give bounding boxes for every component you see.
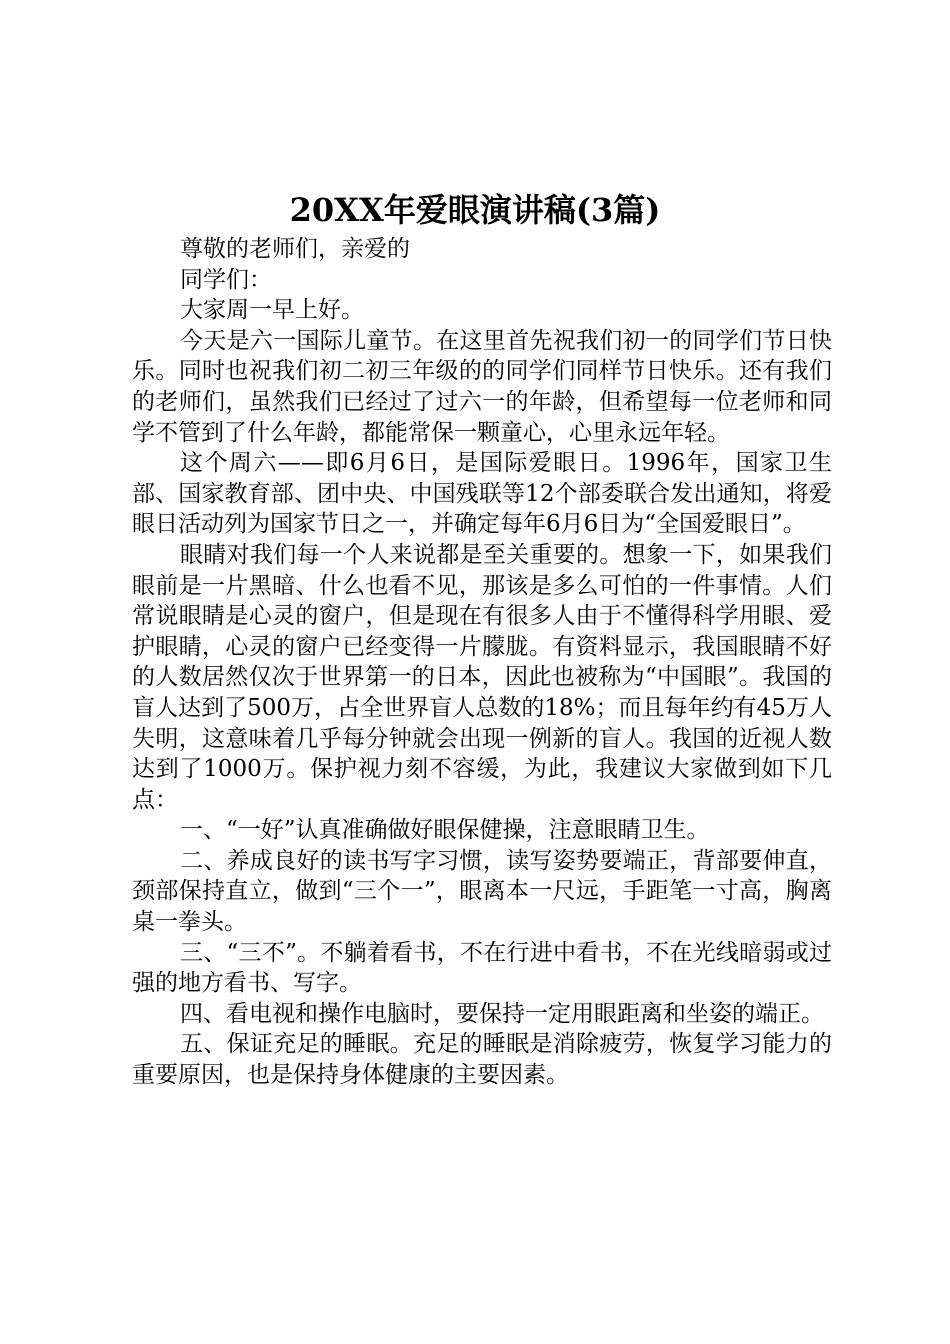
paragraph-point-1: 一、“一好”认真准确做好眼保健操，注意眼睛卫生。 [180,817,710,844]
paragraph-point-3: 三、“三不”。不躺着看书，不在行进中看书，不在光线暗弱或过强的地方看书、写字。 [132,939,832,997]
paragraph-eye-day: 这个周六——即6月6日，是国际爱眼日。1996年，国家卫生部、国家教育部、团中央、中国残联等12个部委联合发出通知，将爱眼日活动列为国家节日之一，并确定每年6月6日为“全国爱眼日”。 [132,450,832,538]
paragraph-point-2: 二、养成良好的读书写字习惯，读写姿势要端正，背部要伸直，颈部保持直立，做到“三个一”，眼离本一尺远，手距笔一寸高，胸离桌一拳头。 [132,847,832,936]
paragraph-salutation-1: 尊敬的老师们，亲爱的 [180,236,410,262]
paragraph-eye-importance: 眼睛对我们每一个人来说都是至关重要的。想象一下，如果我们眼前是一片黑暗、什么也看不见，那该是多么可怕的一件事情。人们常说眼睛是心灵的窗户，但是现在有很多人由于不懂得科学用眼、爱护眼睛，心灵的窗户已经变得一片朦胧。有资料显示，我国眼睛不好的人数居然仅次于世界第一的日本，因此也被称为“中国眼”。我国的盲人达到了500万，占全世界盲人总数的18%；而且每年约有45万人失明，这意味着几乎每分钟就会出现一例新的盲人。我国的近视人数达到了1000万。保护视力刻不容缓，为此，我建议大家做到如下几点： [132,541,832,813]
paragraph-salutation-2: 同学们： [180,266,272,293]
document-title: 20XX年爱眼演讲稿(3篇) [289,191,661,229]
paragraph-greeting: 大家周一早上好。 [180,297,364,324]
paragraph-point-5: 五、保证充足的睡眠。充足的睡眠是消除疲劳，恢复学习能力的重要原因，也是保持身体健康的主要因素。 [132,1031,832,1089]
paragraph-childrens-day: 今天是六一国际儿童节。在这里首先祝我们初一的同学们节日快乐。同时也祝我们初二初三年级的的同学们同样节日快乐。还有我们的老师们，虽然我们已经过了过六一的年龄，但希望每一位老师和同学不管到了什么年龄，都能常保一颗童心，心里永远年轻。 [132,327,832,446]
paragraph-point-4: 四、看电视和操作电脑时，要保持一定用眼距离和坐姿的端正。 [180,1000,824,1027]
document-body [132,234,832,1091]
